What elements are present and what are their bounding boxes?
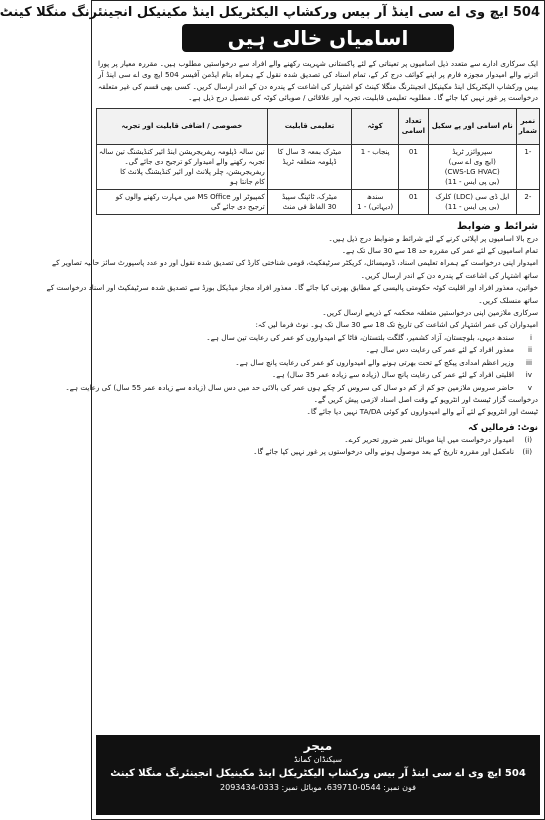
- cell-experience: [97, 144, 268, 189]
- table-row: [97, 189, 540, 214]
- item-number: v: [527, 382, 532, 392]
- cell-post: [428, 189, 516, 214]
- exp-line: کام جانتا ہو: [230, 177, 265, 186]
- cell-count: 01: [399, 144, 429, 189]
- table-header-row: [97, 108, 540, 144]
- post-line: (CWS-LG HVAC): [444, 167, 500, 176]
- post-line: (بی پی ایس - 11): [445, 177, 500, 186]
- signatory-rank: میجر: [303, 739, 333, 753]
- col-experience: خصوصی / اضافی قابلیت اور تجربہ: [97, 108, 268, 144]
- edu-line: میٹرک بمعہ 3 سال کا: [277, 147, 342, 156]
- footer-org: 504 ایچ وی اے سی اینڈ آر بیس ورکشاپ الیکٹریکل اینڈ مکینیکل انجینئرنگ منگلا کینٹ: [110, 768, 526, 779]
- item-number: i: [530, 332, 532, 342]
- terms-line: ٹیسٹ اور انٹرویو کے لئے آنے والے امیدواروں کو کوئی TA/DA نہیں دیا جائے گا۔: [306, 407, 538, 417]
- age-relaxation-item: [96, 369, 540, 381]
- item-text: نامکمل اور مقررہ تاریخ کے بعد موصول ہونے والی درخواستوں پر غور نہیں کیا جائے گا۔: [253, 447, 514, 457]
- exp-line: تین سالہ ڈپلومہ ریفریجریشن اینڈ ائیر کنڈیشنگ تین سالہ: [99, 147, 265, 156]
- item-text: سندھ دیہی، بلوچستان، آزاد کشمیر، گلگت بلتستان، فاٹا کے امیدواروں کو عمر کی رعایت تین سال ہے۔: [206, 332, 514, 342]
- signature-footer: [96, 735, 540, 815]
- post-line: (بی پی ایس - 11): [445, 202, 500, 211]
- col-count: تعداد اسامی: [399, 108, 429, 144]
- edu-line: میٹرک، ٹائپنگ سپیڈ: [281, 192, 338, 201]
- notes-title: نوٹ: فرمالیں کہ: [468, 422, 538, 433]
- cell-serial: -1: [516, 144, 539, 189]
- cell-post: [428, 144, 516, 189]
- terms-line: سرکاری ملازمین اپنی درخواستیں متعلقہ محکمہ کے ذریعے ارسال کریں۔: [322, 308, 538, 318]
- exp-line: کمپیوٹر اور MS Office میں مہارت رکھنے والوں کو: [115, 192, 265, 201]
- exp-line: ریفریجریشن، چلر پلانٹ اور ائیر کنڈیشنگ پلانٹ کا: [120, 167, 265, 176]
- post-line: (ایچ وی اے سی): [448, 157, 496, 166]
- item-number: ii: [528, 345, 532, 355]
- col-education: تعلیمی قابلیت: [267, 108, 352, 144]
- quota-line: سندھ: [366, 192, 384, 201]
- exp-line: ترجیح دی جائے گی: [211, 202, 265, 211]
- banner-wrap: [96, 24, 540, 52]
- org-header: 504 ایچ وی اے سی اینڈ آر بیس ورکشاپ الیکٹریکل اینڈ مکینیکل انجینئرنگ منگلا کینٹ: [0, 5, 540, 20]
- cell-quota: [352, 189, 399, 214]
- vacancies-table: [96, 108, 540, 215]
- terms-line: ساتھ منسلک کریں۔: [478, 295, 538, 305]
- item-text: اقلیتی افراد کے لئے عمر کی رعایت پانچ سال (زیادہ سے زیادہ عمر 35 سال) ہے۔: [272, 370, 514, 380]
- intro-paragraph: ایک سرکاری ادارے سے متعدد ذیل اسامیوں پر تعیناتی کے لئے پاکستانی شہریت رکھنے والے افراد سے درخواستیں مطلوب ہیں۔ مقررہ معیار پر پورا اترنے والے امیدوار مجوزہ فارم پر اپنے کوائف درج کر کے، تمام اسناد کی تصدیق شدہ نقول کے ہمراہ بنام ایڈمن آفیسر 504 ایچ وی اے سی اینڈ آر بیس ورکشاپ الیکٹریکل اینڈ مکینیکل انجینئرنگ منگلا کینٹ کو اشتہار کی اشاعت کے پندرہ دن کے اندر ارسال کریں۔ کسی بھی قسم کی غیر متعلقہ درخواست پر غور نہیں کیا جائے گا۔ مطلوبہ تعلیمی قابلیت، تجربہ اور علاقائی / صوبائی کوٹہ کی تفصیل درج ذیل ہے۔: [98, 59, 538, 103]
- terms-line: ساتھ اشتہار کی اشاعت کے پندرہ دن کے اندر ارسال کریں۔: [360, 270, 538, 280]
- post-line: سپروائزر ٹریڈ: [452, 147, 493, 156]
- edu-line: ڈپلومہ متعلقہ ٹریڈ: [282, 157, 337, 166]
- terms-line: درخواست گزار ٹیسٹ اور انٹرویو کے وقت اصل اسناد لازمی پیش کریں گے۔: [313, 394, 538, 404]
- terms-line: درج بالا اسامیوں پر اپلائی کرنے کے لئے شرائط و ضوابط درج ذیل ہیں۔: [328, 233, 538, 243]
- item-number: iii: [526, 357, 532, 367]
- cell-education: [267, 144, 352, 189]
- item-text: معذور افراد کے لئے عمر کی رعایت دس سال ہے۔: [365, 345, 514, 355]
- item-text: حاضر سروس ملازمین جو کم از کم دو سال کی سروس کر چکے ہوں عمر کی بالائی حد میں دس سال (زیادہ سے زیادہ عمر 55 سال) کی رعایت ہے۔: [65, 382, 514, 392]
- note-item: [96, 434, 540, 446]
- age-relaxation-item: [96, 332, 540, 344]
- col-serial: نمبر شمار: [516, 108, 539, 144]
- terms-line: تمام اسامیوں کے لئے عمر کی مقررہ حد 18 سے 30 سال تک ہے۔: [341, 246, 538, 256]
- cell-serial: -2: [516, 189, 539, 214]
- cell-quota: پنجاب - 1: [352, 144, 399, 189]
- item-text: امیدوار درخواست میں اپنا موبائل نمبر ضرور تحریر کرے۔: [344, 434, 514, 444]
- exp-line: تجربہ رکھنے والے امیدوار کو ترجیح دی جائے گی۔: [124, 157, 265, 166]
- signatory-role: سیکنڈان کمانڈ: [293, 755, 343, 764]
- terms-line: امیدواران کی عمر اشتہار کی اشاعت کی تاریخ تک 18 سے 30 سال تک ہو۔ نوٹ فرما لیں کہ:: [255, 320, 538, 330]
- age-relaxation-item: [96, 357, 540, 369]
- footer-contact: فون نمبر: 0544-639710، موبائل نمبر: 0333-2093434: [220, 783, 416, 792]
- cell-education: [267, 189, 352, 214]
- terms-title: شرائط و ضوابط: [457, 220, 538, 232]
- col-quota: کوٹہ: [352, 108, 399, 144]
- quota-line: (دیہاتی) - 1: [357, 202, 394, 211]
- item-number: (i): [524, 434, 532, 444]
- age-relaxation-item: [65, 382, 540, 394]
- table-row: [97, 144, 540, 189]
- note-item: [96, 446, 540, 458]
- post-line: ایل ڈی سی (LDC) کلرک: [435, 192, 510, 201]
- terms-line: امیدوار اپنی درخواست کے ہمراہ تعلیمی اسناد، ڈومیسائل، کریکٹر سرٹیفکیٹ، قومی شناختی کارڈ کی تصدیق شدہ نقول اور دو عدد پاسپورٹ سائز حالیہ تصاویر کے: [51, 258, 538, 268]
- vacancies-banner: اسامیاں خالی ہیں: [182, 24, 455, 52]
- item-text: وزیر اعظم امدادی پیکج کے تحت بھرتی ہونے والے امیدواروں کو عمر کی رعایت پانچ سال ہے۔: [235, 357, 514, 367]
- cell-experience: [97, 189, 268, 214]
- edu-line: 30 الفاظ فی منٹ: [282, 202, 337, 211]
- item-number: (ii): [522, 447, 532, 457]
- terms-line: خواتین، معذور افراد اور اقلیت کوٹہ حکومتی پالیسی کے مطابق بھرتی کیا جائے گا۔ معذور افراد مجاز میڈیکل بورڈ سے تصدیق شدہ سرٹیفکیٹ اور اسناد درخواست کے: [46, 283, 538, 293]
- col-post: نام اسامی اور پے سکیل: [428, 108, 516, 144]
- item-number: iv: [525, 370, 532, 380]
- cell-count: 01: [399, 189, 429, 214]
- age-relaxation-item: [96, 344, 540, 356]
